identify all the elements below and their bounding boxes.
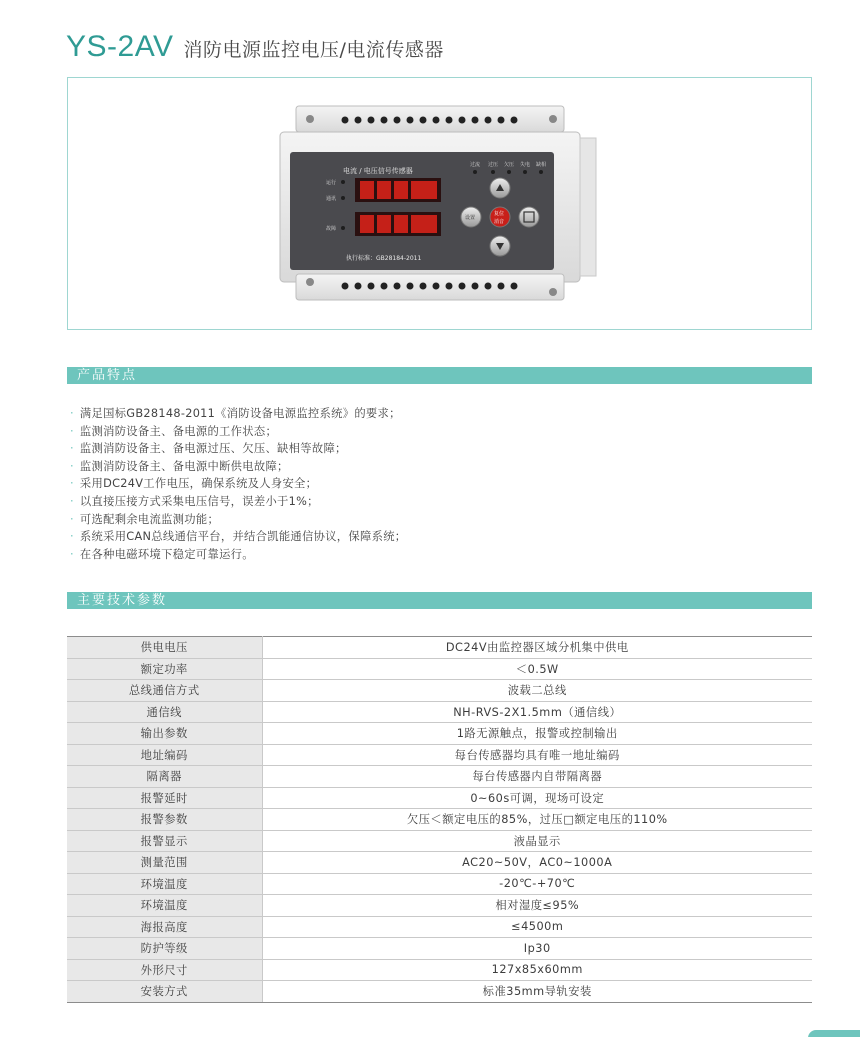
spec-value: 标准35mm导轨安装 xyxy=(262,981,812,1003)
spec-label: 防护等级 xyxy=(67,938,262,960)
feature-item: · 采用DC24V工作电压，确保系统及人身安全； xyxy=(70,477,318,491)
features-section-header xyxy=(67,367,812,384)
product-name: 消防电源监控电压/电流传感器 xyxy=(183,39,444,61)
spec-label: 额定功率 xyxy=(67,658,262,680)
feature-text: 采用DC24V工作电压，确保系统及人身安全； xyxy=(79,477,318,491)
spec-value: -20℃-+70℃ xyxy=(262,873,812,895)
feature-text: 满足国标GB28148-2011《消防设备电源监控系统》的要求； xyxy=(79,407,401,420)
feature-item: · 监测消防设备主、备电源的工作状态； xyxy=(70,424,278,438)
page-header xyxy=(66,30,444,64)
standard-label: 执行标准：GB28184-2011 xyxy=(346,255,422,262)
spec-label: 环境温度 xyxy=(67,895,262,917)
indicator-label: 欠压 xyxy=(504,162,515,168)
spec-value: ＜0.5W xyxy=(262,658,812,680)
spec-label: 报警参数 xyxy=(67,809,262,831)
enter-button xyxy=(519,207,539,227)
spec-label: 输出参数 xyxy=(67,723,262,745)
spec-value: ≤4500m xyxy=(262,916,812,938)
spec-label: 安装方式 xyxy=(67,981,262,1003)
spec-label: 总线通信方式 xyxy=(67,680,262,702)
spec-row xyxy=(67,938,812,960)
spec-value: 每台传感器均具有唯一地址编码 xyxy=(262,744,812,766)
spec-row xyxy=(67,744,812,766)
spec-value: 波载二总线 xyxy=(262,680,812,702)
spec-row xyxy=(67,787,812,809)
spec-label: 隔离器 xyxy=(67,766,262,788)
feature-item: · 监测消防设备主、备电源过压、欠压、缺相等故障； xyxy=(70,442,347,456)
spec-row xyxy=(67,981,812,1003)
spec-value: 1路无源触点，报警或控制输出 xyxy=(262,723,812,745)
feature-text: 监测消防设备主、备电源过压、欠压、缺相等故障； xyxy=(79,442,347,456)
spec-row xyxy=(67,895,812,917)
spec-row xyxy=(67,637,812,659)
indicator-label: 过压 xyxy=(488,162,499,168)
feature-item: · 可选配剩余电流监测功能； xyxy=(70,512,220,526)
feature-item: · 满足国标GB28148-2011《消防设备电源监控系统》的要求； xyxy=(70,407,401,420)
spec-row xyxy=(67,723,812,745)
spec-value: 相对湿度≤95% xyxy=(262,895,812,917)
status-label: 通讯 xyxy=(326,196,337,202)
feature-item: · 在各种电磁环境下稳定可靠运行。 xyxy=(70,547,254,561)
spec-label: 通信线 xyxy=(67,701,262,723)
product-image-frame xyxy=(67,77,812,330)
spec-label: 地址编码 xyxy=(67,744,262,766)
spec-label: 测量范围 xyxy=(67,852,262,874)
reset-label: 复位 xyxy=(494,211,505,217)
spec-row xyxy=(67,701,812,723)
set-button-label: 设置 xyxy=(465,215,476,221)
features-title: 产品特点 xyxy=(77,368,138,383)
spec-row xyxy=(67,852,812,874)
specs-title: 主要技术参数 xyxy=(77,593,168,608)
spec-label: 报警显示 xyxy=(67,830,262,852)
spec-row xyxy=(67,809,812,831)
feature-item: · 监测消防设备主、备电源中断供电故障； xyxy=(70,459,289,473)
mute-label: 消音 xyxy=(494,219,505,225)
feature-item: · 以直接压接方式采集电压信号，误差小于1%； xyxy=(70,494,319,508)
feature-text: 以直接压接方式采集电压信号，误差小于1%； xyxy=(79,494,319,508)
indicator-label: 缺相 xyxy=(536,162,547,168)
spec-label: 外形尺寸 xyxy=(67,959,262,981)
panel-title: 电流 / 电压信号传感器 xyxy=(343,167,413,175)
spec-value: AC20~50V，AC0~1000A xyxy=(262,852,812,874)
feature-list xyxy=(70,405,406,563)
model-number: YS-2AV xyxy=(66,30,174,63)
feature-item: · 系统采用CAN总线通信平台，并结合凯能通信协议，保障系统； xyxy=(70,530,407,544)
spec-label: 报警延时 xyxy=(67,787,262,809)
feature-text: 监测消防设备主、备电源中断供电故障； xyxy=(79,459,289,473)
spec-row xyxy=(67,766,812,788)
specs-section-header xyxy=(67,592,812,609)
status-label: 故障 xyxy=(326,226,337,232)
spec-label: 供电电压 xyxy=(67,637,262,659)
spec-row xyxy=(67,873,812,895)
spec-row xyxy=(67,959,812,981)
spec-row xyxy=(67,830,812,852)
indicator-label: 失电 xyxy=(520,162,531,168)
spec-table xyxy=(67,636,812,1003)
product-photo xyxy=(68,78,813,331)
spec-value: 127x85x60mm xyxy=(262,959,812,981)
feature-text: 系统采用CAN总线通信平台，并结合凯能通信协议，保障系统； xyxy=(79,530,407,544)
spec-row xyxy=(67,916,812,938)
feature-text: 在各种电磁环境下稳定可靠运行。 xyxy=(79,547,254,561)
spec-value: 液晶显示 xyxy=(262,830,812,852)
spec-label: 环境温度 xyxy=(67,873,262,895)
spec-row xyxy=(67,658,812,680)
spec-value: Ip30 xyxy=(262,938,812,960)
spec-value: 0~60s可调，现场可设定 xyxy=(262,787,812,809)
spec-value: NH-RVS-2X1.5mm（通信线） xyxy=(262,701,812,723)
spec-label: 海报高度 xyxy=(67,916,262,938)
feature-text: 可选配剩余电流监测功能； xyxy=(79,512,220,526)
spec-value: 每台传感器内自带隔离器 xyxy=(262,766,812,788)
feature-text: 监测消防设备主、备电源的工作状态； xyxy=(79,424,278,438)
page-corner-tab xyxy=(808,1030,860,1037)
status-label: 运行 xyxy=(326,180,337,186)
spec-value: 欠压＜额定电压的85%，过压□额定电压的110% xyxy=(262,809,812,831)
indicator-label: 过流 xyxy=(470,162,481,168)
spec-value: DC24V由监控器区域分机集中供电 xyxy=(262,637,812,659)
spec-row xyxy=(67,680,812,702)
